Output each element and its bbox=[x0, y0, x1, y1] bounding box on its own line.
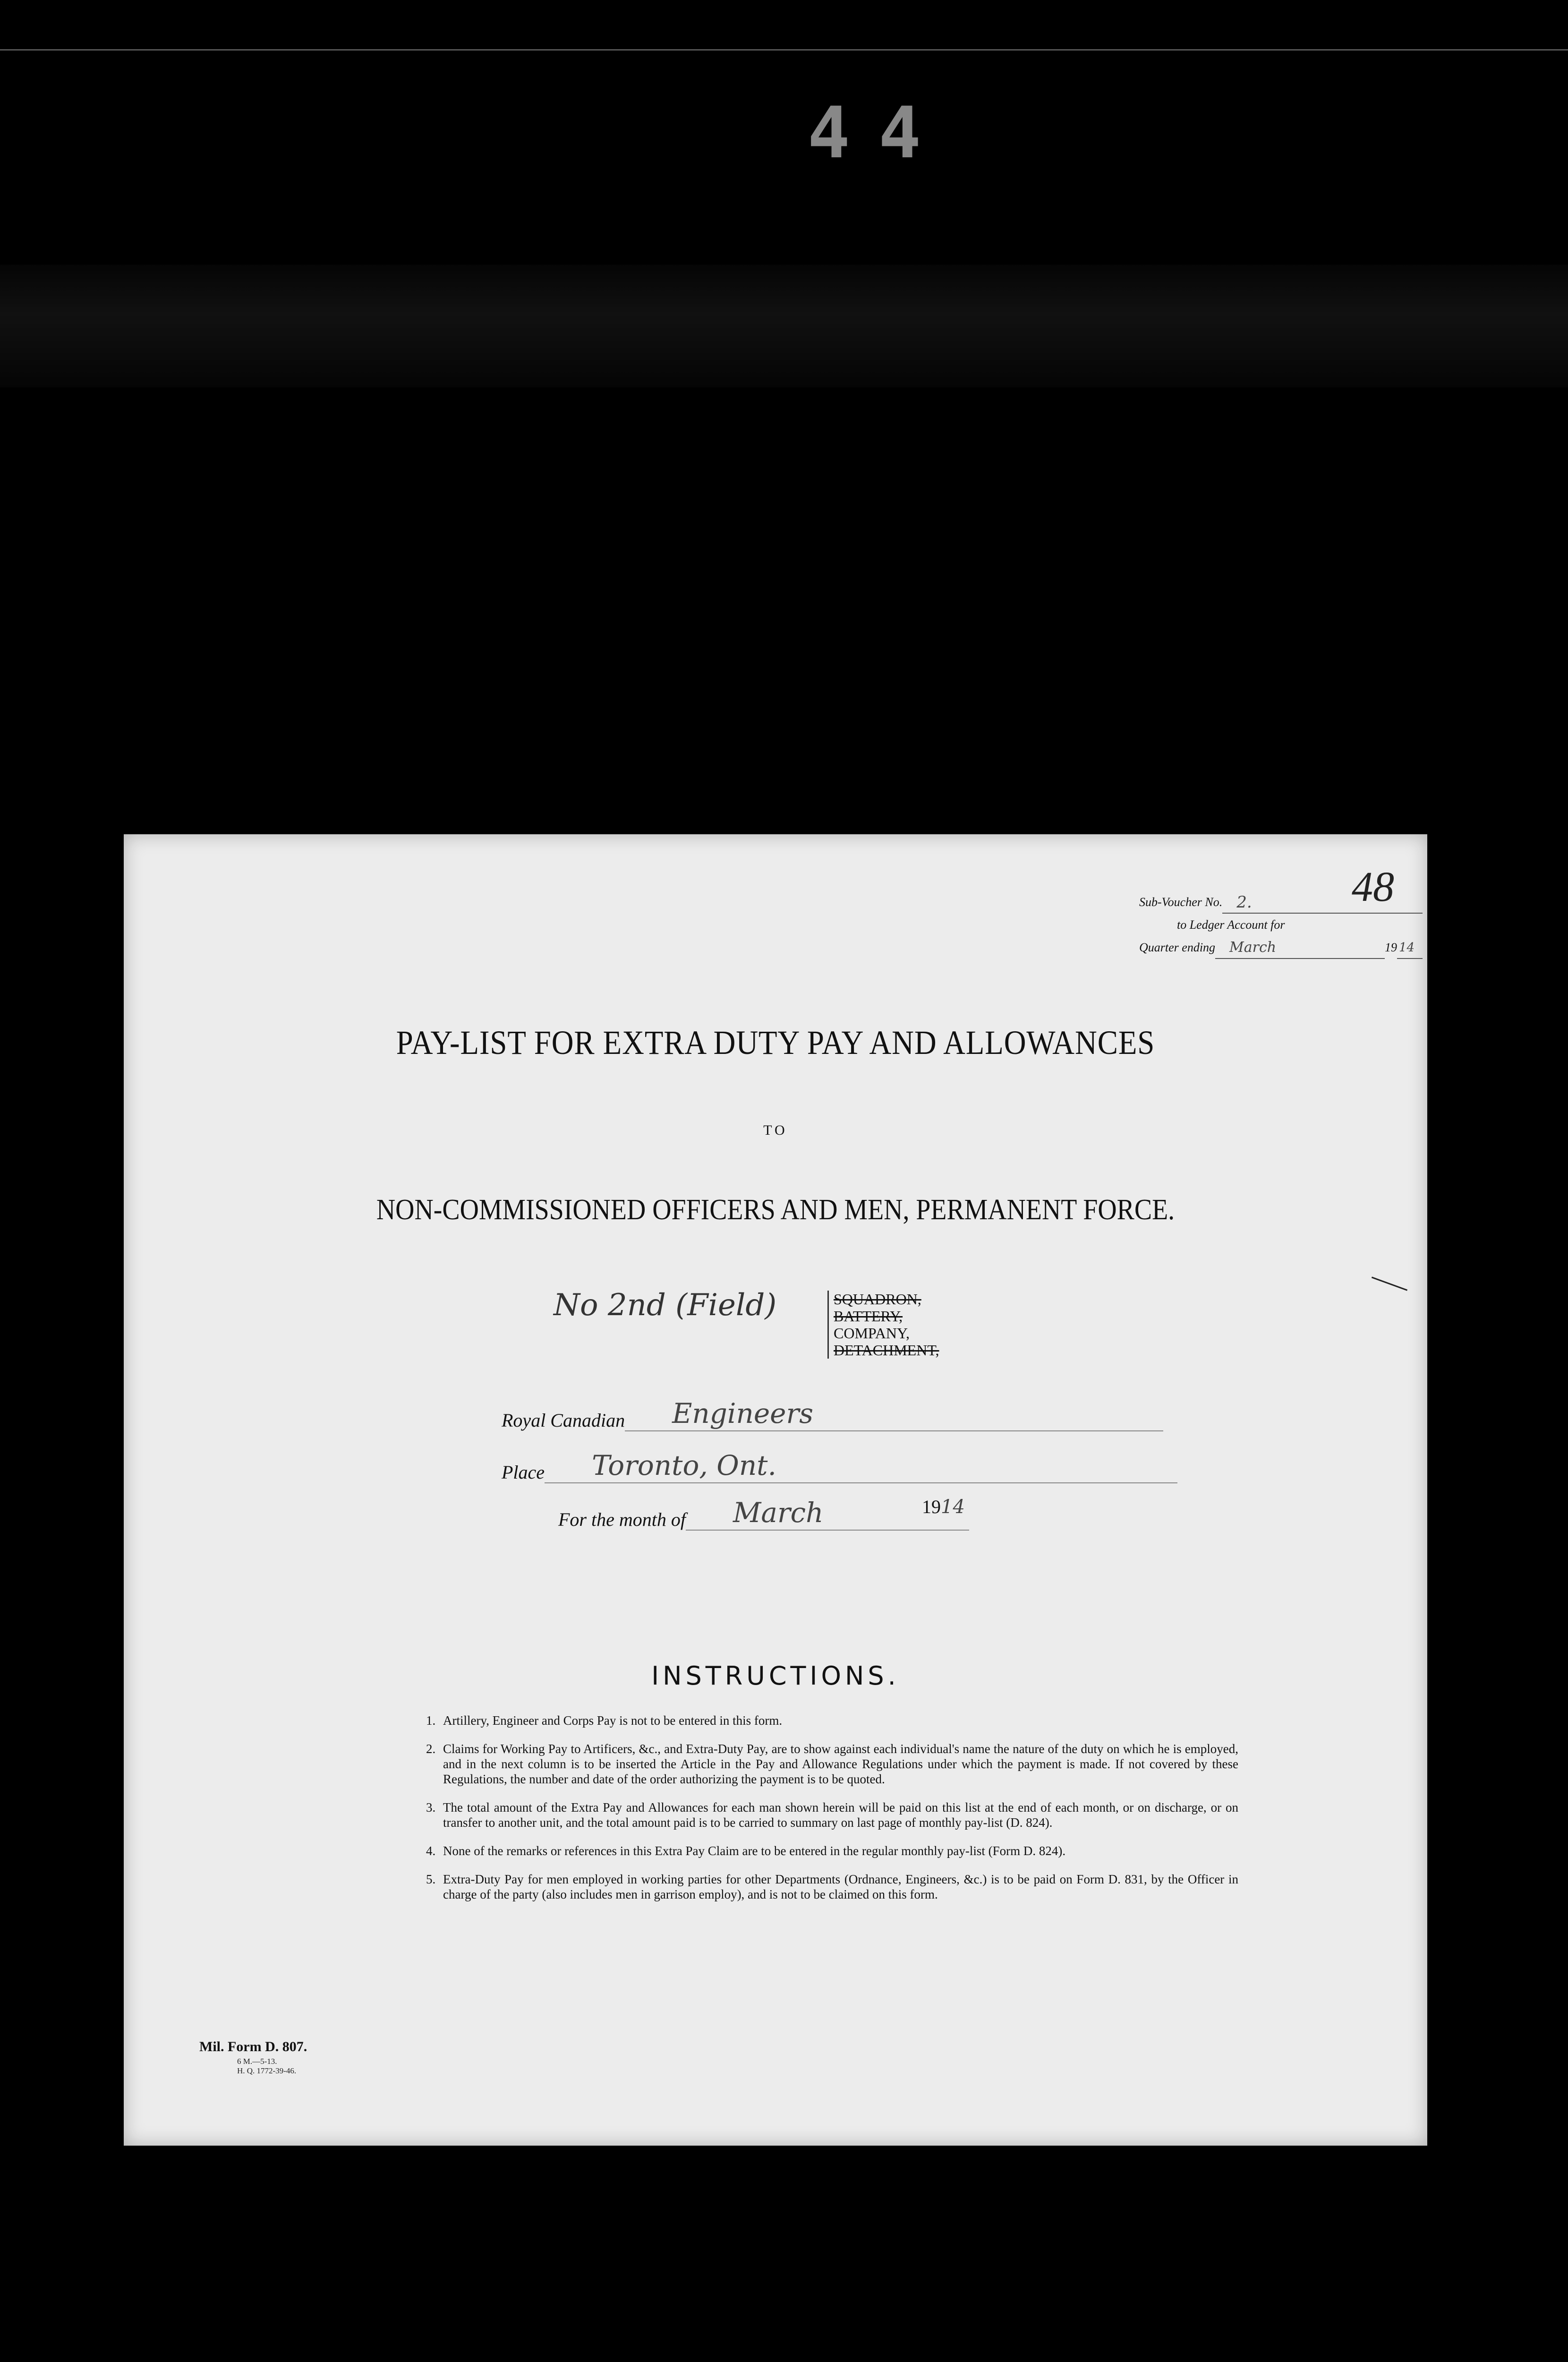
instruction-item: 5. Extra-Duty Pay for men employed in working parties for other Departments (Ordnance, Engineers, &c.) is to be paid on Form D. 831, by the Officer in charge of the party (also includes men in garrison employ), and is not to be claimed on this form. bbox=[426, 1872, 1238, 1901]
instruction-item: 1. Artillery, Engineer and Corps Pay is not to be entered in this form. bbox=[426, 1713, 783, 1728]
pay-list-form-page bbox=[124, 834, 1427, 2146]
unit-type-list bbox=[827, 1291, 939, 1359]
unit-type-detachment: DETACHMENT, bbox=[834, 1342, 939, 1359]
place-value: Toronto, Ont. bbox=[545, 1448, 1177, 1483]
unit-handwritten: No 2nd (Field) bbox=[554, 1288, 777, 1323]
instructions-heading: INSTRUCTIONS. bbox=[651, 1661, 900, 1691]
form-title: PAY-LIST FOR EXTRA DUTY PAY AND ALLOWANCES bbox=[396, 1024, 1155, 1061]
form-print-line-2: H. Q. 1772-39-46. bbox=[237, 2066, 297, 2075]
quarter-year-prefix: 19 bbox=[1385, 941, 1397, 954]
form-id: Mil. Form D. 807. bbox=[199, 2039, 307, 2054]
sub-voucher-value: 2. bbox=[1222, 892, 1423, 914]
month-label: For the month of bbox=[558, 1509, 686, 1530]
royal-canadian-field bbox=[502, 1396, 1163, 1431]
instruction-item: 4. None of the remarks or references in this Extra Pay Claim are to be entered in the regular monthly pay-list (Form D. 824). bbox=[426, 1844, 1066, 1858]
form-print-info bbox=[237, 2057, 296, 2076]
unit-type-squadron: SQUADRON, bbox=[834, 1291, 921, 1308]
unit-type-battery: BATTERY, bbox=[834, 1308, 903, 1325]
quarter-year-value: 14 bbox=[1397, 937, 1423, 959]
month-field bbox=[558, 1496, 969, 1531]
place-label: Place bbox=[502, 1462, 545, 1483]
royal-canadian-value: Engineers bbox=[625, 1396, 1163, 1431]
quarter-label: Quarter ending bbox=[1139, 941, 1216, 954]
year-prefix: 19 bbox=[922, 1496, 941, 1517]
instruction-item: 2. Claims for Working Pay to Artificers, &c., and Extra-Duty Pay, are to show against each individual's name the nature of the duty on which he is employed, and in the next column is to be inserted the Article in the Pay and Allowance Regulations under which the payment is made. If not covered by these Regulations, the number and date of the order authorizing the payment is to be quoted. bbox=[426, 1742, 1238, 1786]
year-field bbox=[922, 1496, 965, 1518]
month-value: March bbox=[686, 1496, 969, 1531]
sub-voucher-row bbox=[1139, 891, 1423, 914]
sub-voucher-label: Sub-Voucher No. bbox=[1139, 895, 1223, 909]
page-number: 48 bbox=[1352, 864, 1394, 910]
film-band bbox=[0, 265, 1568, 387]
margin-tick-mark bbox=[1372, 1276, 1407, 1291]
quarter-row bbox=[1139, 936, 1423, 959]
instruction-item: 3. The total amount of the Extra Pay and Allowances for each man shown herein will be paid on this list at the end of each month, or on discharge, or on transfer to another unit, and the total amount paid is to be carried to summary on last page of monthly pay-list (D. 824). bbox=[426, 1800, 1238, 1830]
quarter-value: March bbox=[1215, 937, 1385, 959]
form-print-line-1: 6 M.—5-13. bbox=[237, 2057, 277, 2066]
place-field bbox=[502, 1448, 1177, 1483]
ledger-label: to Ledger Account for bbox=[1177, 918, 1285, 932]
frame-number: 44 bbox=[807, 92, 950, 174]
top-divider-line bbox=[0, 49, 1568, 51]
unit-type-company: COMPANY, bbox=[834, 1325, 910, 1342]
form-subtitle: NON-COMMISSIONED OFFICERS AND MEN, PERMANENT FORCE. bbox=[376, 1194, 1175, 1226]
year-value: 14 bbox=[941, 1496, 965, 1518]
royal-canadian-label: Royal Canadian bbox=[502, 1410, 625, 1431]
instructions-list bbox=[426, 1713, 1238, 1915]
sub-voucher-block bbox=[1139, 891, 1423, 959]
form-to: TO bbox=[763, 1122, 788, 1138]
